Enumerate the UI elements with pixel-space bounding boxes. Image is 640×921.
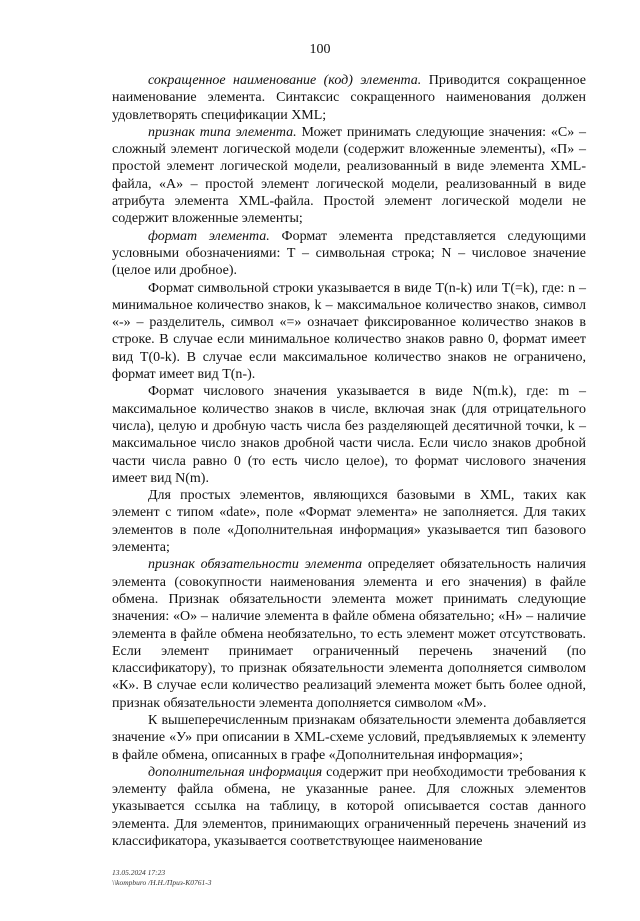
paragraph-number-format: [112, 383, 586, 487]
paragraph-text: определяет обязательность наличия элемента (совокупности наименования элемента и его значения) в файле обмена. Признак обязательности элемента может принимать следующие значения: «О» – наличие элемента в файле обмена обязательно; «Н» – наличие элемента в файле обмена необязательно, то есть элемент может отсутствовать. Если элемент принимает ограниченный перечень значений (по классификатору), то признак обязательности элемента дополняется символом «К». В случае если количество реализаций элемента может быть более одной, признак обязательности элемента дополняется символом «М».: [112, 557, 586, 711]
footer-file-path: \\kompburo /Н.Н./Приз-К0761-3: [112, 878, 212, 887]
paragraph-obligatory: [112, 556, 586, 712]
term: признак типа элемента.: [148, 124, 297, 140]
paragraph-text: Для простых элементов, являющихся базовыми в XML, таких как элемент с типом «date», поле «Формат элемента» не заполняется. Для таких элементов в поле «Дополнительная информация» указывается тип базового элемента;: [112, 488, 586, 556]
paragraph-text: Может принимать следующие значения: «С» – сложный элемент логической модели (содержит вложенные элементы), «П» – простой элемент логической модели, реализованный в виде элемента XML-файла, «А» – простой элемент логической модели, реализованный в виде атрибута элемента XML-файла. Простой элемент логической модели не содержит вложенные элементы;: [112, 124, 586, 227]
paragraph-element-format: [112, 228, 586, 280]
paragraph-text: содержит при необходимости требования к элементу файла обмена, не указанные ранее. Для сложных элементов указывается ссылка на таблицу, в которой описывается состав данного элемента. Для элементов, принимающих ограниченный перечень значений из классификатора, указывается соответствующее наименование: [112, 764, 586, 850]
paragraph-text: Приводится сокращенное наименование элемента. Синтаксис сокращенного наименования должен удовлетворять спецификации XML;: [112, 73, 586, 123]
document-body: [112, 72, 586, 850]
footer-timestamp: 13.05.2024 17:23: [112, 868, 166, 877]
paragraph-text: К вышеперечисленным признакам обязательности элемента добавляется значение «У» при описании в XML-схеме условий, предъявляемых к элементу в файле обмена, описанных в графе «Дополнительная информация»;: [112, 712, 586, 763]
paragraph-element-type: [112, 124, 586, 228]
paragraph-additional-info: [112, 764, 586, 850]
term: сокращенное наименование (код) элемента.: [148, 73, 422, 88]
term: формат элемента.: [148, 228, 270, 244]
paragraph-text: Формат элемента представляется следующими условными обозначениями: Т – символьная строка; N – числовое значение (целое или дробное).: [112, 228, 586, 279]
paragraph-obligatory-extra: [112, 712, 586, 764]
page-number: 100: [309, 42, 331, 57]
paragraph-text: Формат числового значения указывается в виде N(m.k), где: m – максимальное количество знаков в числе, включая знак (для отрицательного числа), целую и дробную часть числа без разделяющей десятичной точки, k – максимальное число знаков дробной части числа. Если число знаков дробной части числа равно 0 (то есть число целое), то формат числового значения имеет вид N(m).: [112, 384, 586, 486]
term: дополнительная информация: [148, 764, 323, 780]
footer-stamp: [112, 868, 212, 888]
paragraph-short-name: [112, 72, 586, 124]
paragraph-text: Формат символьной строки указывается в виде T(n-k) или T(=k), где: n – минимальное количество знаков, k – максимальное количество знаков, символ «-» – разделитель, символ «=» означает фиксированное количество знаков в строке. В случае если минимальное количество знаков равно 0, формат имеет вид T(0-k). В случае если максимальное количество знаков не ограничено, формат имеет вид T(n-).: [112, 280, 586, 383]
paragraph-string-format: [112, 280, 586, 384]
term: признак обязательности элемента: [148, 557, 363, 573]
paragraph-base-elements: [112, 487, 586, 556]
